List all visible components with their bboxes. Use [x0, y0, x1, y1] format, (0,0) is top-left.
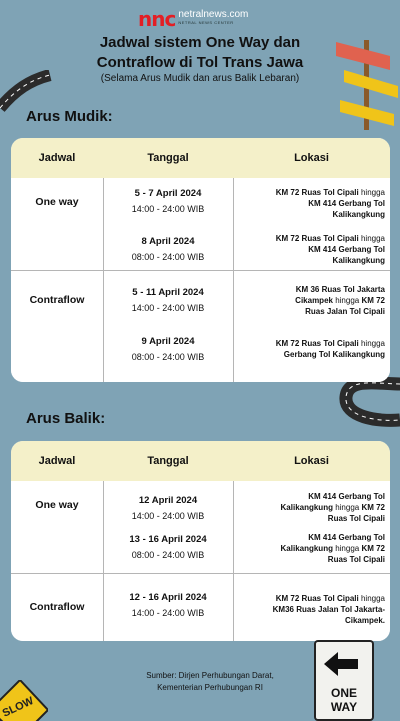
table-cell-time: 08:00 - 24:00 WIB [131, 352, 205, 362]
table-cell-jadwal: Contraflow [29, 294, 85, 306]
table-cell-location: KM 72 Ruas Tol Cipali hingga KM36 Ruas Jalan Tol Jakarta- Cikampek. [272, 594, 385, 625]
table-mudik [11, 138, 390, 382]
column-header: Tanggal [147, 152, 189, 164]
table-cell-location: KM 36 Ruas Tol Jakarta Cikampek hingga KM 72 Ruas Jalan Tol Cipali [295, 285, 385, 316]
table-cell-location: KM 414 Gerbang Tol Kalikangkung hingga KM 72 Ruas Tol Cipali [280, 533, 385, 564]
svg-text:SLOW: SLOW [0, 694, 36, 720]
sign-line-2: WAY [330, 700, 358, 714]
table-balik [11, 441, 390, 641]
brand-name: netralnews.com [178, 9, 249, 20]
table-cell-jadwal: One way [35, 499, 79, 511]
brand-mark: nnc [138, 7, 176, 31]
brand-logo [138, 9, 248, 29]
table-header [11, 441, 390, 481]
table-cell-time: 08:00 - 24:00 WIB [131, 252, 205, 262]
table-cell-location: KM 72 Ruas Tol Cipali hingga KM 414 Gerbang Tol Kalikangkung [275, 234, 385, 265]
table-cell-date: 9 April 2024 [141, 336, 195, 347]
table-cell-date: 12 April 2024 [138, 495, 198, 506]
table-cell-date: 8 April 2024 [141, 236, 195, 247]
table-cell-jadwal: One way [35, 196, 79, 208]
table-cell-jadwal: Contraflow [29, 601, 85, 613]
table-cell-time: 14:00 - 24:00 WIB [131, 511, 205, 521]
table-cell-time: 08:00 - 24:00 WIB [131, 550, 205, 560]
table-cell-location: KM 72 Ruas Tol Cipali hingga Gerbang Tol Kalikangkung [275, 339, 385, 359]
table-cell-location: KM 72 Ruas Tol Cipali hingga KM 414 Gerbang Tol Kalikangkung [275, 188, 385, 219]
table-cell-location: KM 414 Gerbang Tol Kalikangkung hingga KM 72 Ruas Tol Cipali [280, 492, 385, 523]
page-subtitle: (Selama Arus Mudik dan arus Balik Lebaran) [100, 73, 300, 84]
source-note: Sumber: Dirjen Perhubungan Darat, Kementerian Perhubungan RI [146, 671, 274, 692]
table-cell-time: 14:00 - 24:00 WIB [131, 204, 205, 214]
table-cell-time: 14:00 - 24:00 WIB [131, 303, 205, 313]
arrow-left-icon [316, 646, 372, 682]
table-cell-date: 5 - 11 April 2024 [132, 287, 204, 298]
table-cell-time: 14:00 - 24:00 WIB [131, 608, 205, 618]
column-header: Tanggal [147, 455, 189, 467]
sign-line-1: ONE [330, 686, 357, 700]
table-cell-date: 12 - 16 April 2024 [129, 592, 207, 603]
table-cell-date: 5 - 7 April 2024 [134, 188, 202, 199]
section-heading-mudik: Arus Mudik: [26, 108, 113, 125]
column-header: Jadwal [38, 152, 76, 164]
section-heading-balik: Arus Balik: [26, 410, 106, 427]
column-header: Lokasi [294, 455, 329, 467]
table-header [11, 138, 390, 178]
brand-tagline: NETRAL NEWS CENTER [178, 20, 234, 25]
column-header: Jadwal [38, 455, 76, 467]
slow-sign-icon [0, 680, 48, 721]
column-header: Lokasi [294, 152, 329, 164]
page-title: Jadwal sistem One Way dan Contraflow di Tol Trans Jawa [96, 34, 304, 71]
table-cell-date: 13 - 16 April 2024 [129, 534, 207, 545]
one-way-sign [314, 640, 374, 721]
